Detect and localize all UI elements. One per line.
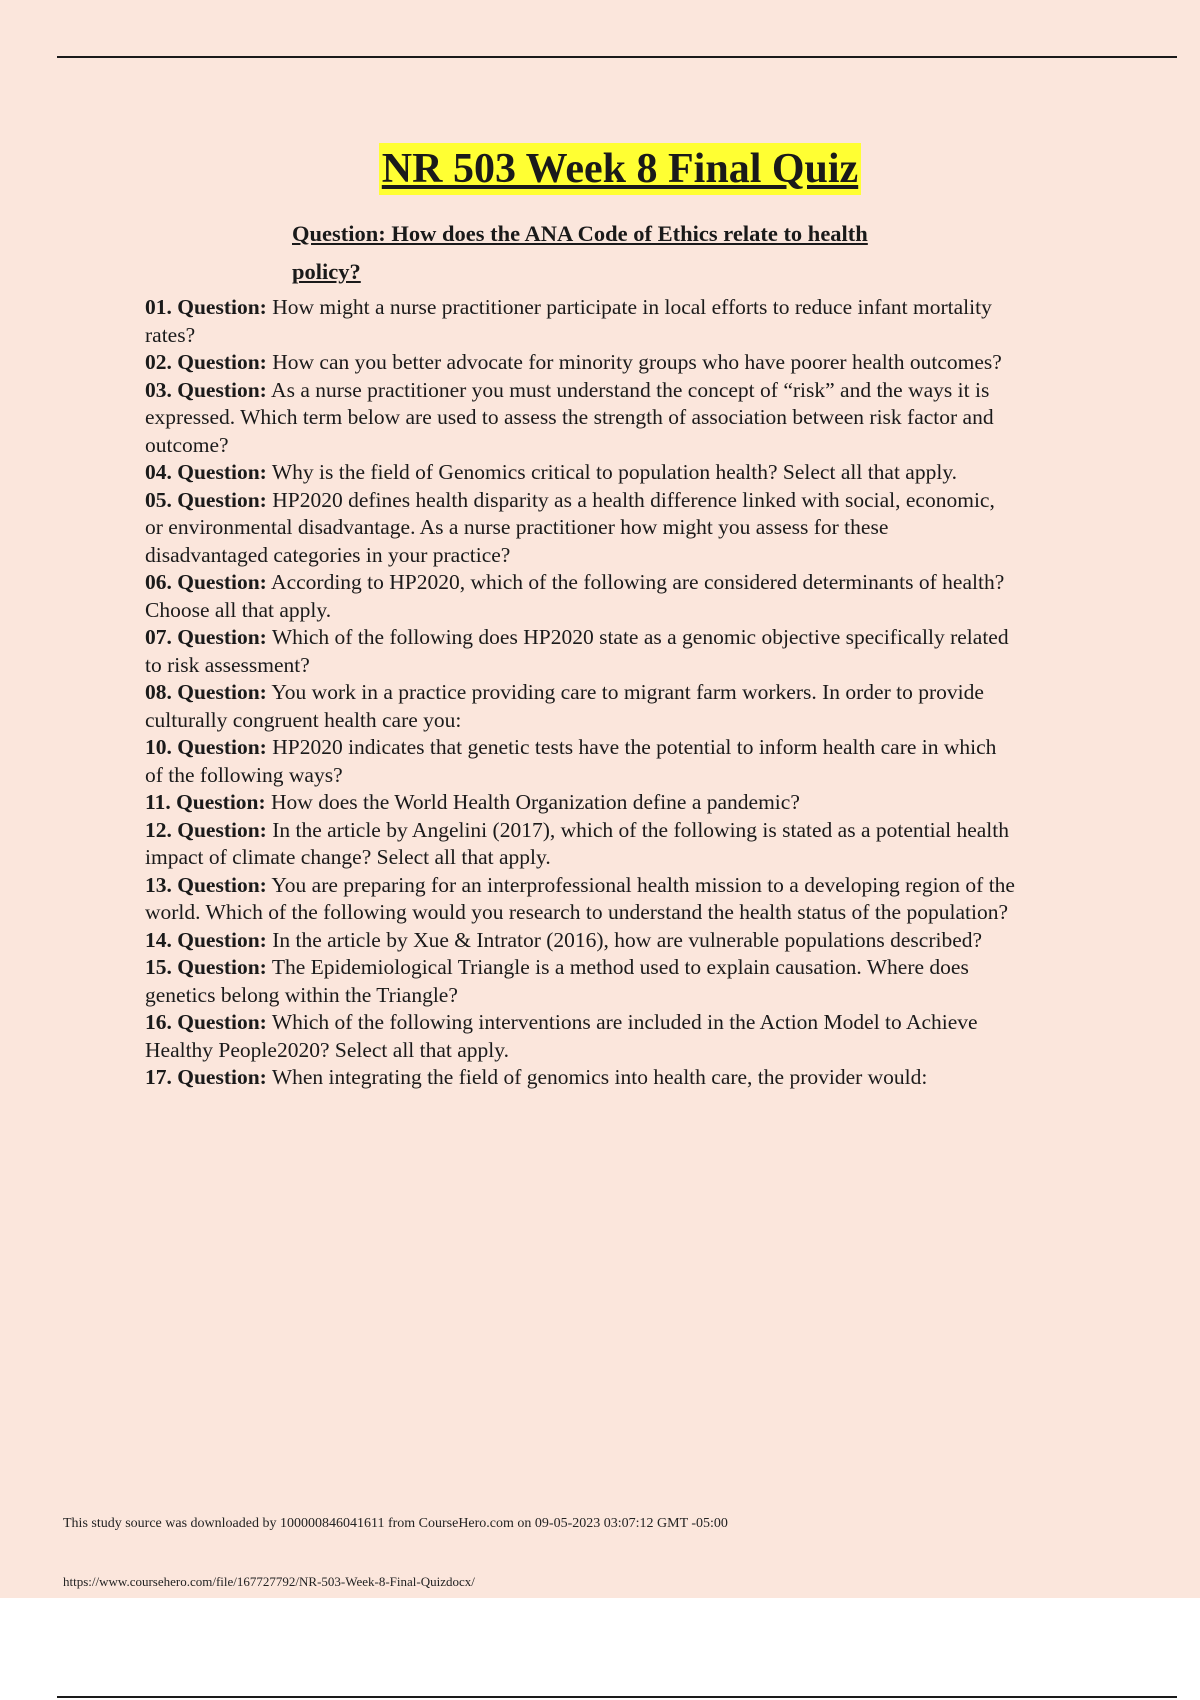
question-item <box>145 679 1015 734</box>
question-label: 04. Question: <box>145 460 267 484</box>
question-item <box>145 487 1015 570</box>
question-text: HP2020 defines health disparity as a health difference linked with social, economic, or environmental disadvantage. As a nurse practitioner how might you assess for these disadvantaged categories in your practice? <box>145 487 995 567</box>
question-label: 01. Question: <box>145 295 267 319</box>
question-text: When integrating the field of genomics into health care, the provider would: <box>271 1065 928 1089</box>
question-text: How might a nurse practitioner participate in local efforts to reduce infant mortality rates? <box>145 295 992 347</box>
question-item <box>145 459 1015 487</box>
question-text: You are preparing for an interprofessional health mission to a developing region of the world. Which of the following would you research to understand the health status of the population? <box>145 872 1015 924</box>
question-item <box>145 927 1015 955</box>
question-item <box>145 1009 1015 1064</box>
question-item <box>145 569 1015 624</box>
question-label: 11. Question: <box>145 790 266 814</box>
bottom-rule <box>57 1696 1177 1698</box>
question-text: According to HP2020, which of the following are considered determinants of health? Choose all that apply. <box>145 570 1005 622</box>
question-label: 13. Question: <box>145 872 267 897</box>
question-item <box>145 349 1015 377</box>
question-label: 15. Question: <box>145 955 267 979</box>
question-item <box>145 817 1015 872</box>
question-text: Which of the following interventions are included in the Action Model to Achieve Healthy People2020? Select all that apply. <box>145 1010 978 1062</box>
question-label: 07. Question: <box>145 625 267 649</box>
question-item <box>145 734 1015 789</box>
top-rule <box>57 56 1177 58</box>
question-text: The Epidemiological Triangle is a method used to explain causation. Where does genetics belong within the Triangle? <box>145 955 969 1007</box>
question-label: 12. Question: <box>145 817 267 842</box>
question-item <box>145 872 1015 927</box>
question-text: In the article by Angelini (2017), which of the following is stated as a potential health impact of climate change? Select all that apply. <box>145 817 1010 869</box>
question-label: 06. Question: <box>145 570 267 594</box>
question-item <box>145 624 1015 679</box>
question-label: 17. Question: <box>145 1065 267 1089</box>
question-label: 14. Question: <box>145 927 267 952</box>
question-label: 03. Question: <box>145 377 267 402</box>
question-text: How can you better advocate for minority groups who have poorer health outcomes? <box>272 350 1002 374</box>
download-notice: This study source was downloaded by 100000846041611 from CourseHero.com on 09-05-2023 03:07:12 GMT -05:00 <box>63 1516 728 1531</box>
question-label: 05. Question: <box>145 487 267 512</box>
question-text: You work in a practice providing care to migrant farm workers. In order to provide culturally congruent health care you: <box>145 680 984 732</box>
question-text: In the article by Xue & Intrator (2016), how are vulnerable populations described? <box>272 927 983 952</box>
question-item <box>145 294 1015 349</box>
question-label: 16. Question: <box>145 1010 267 1034</box>
question-list <box>145 294 1015 1092</box>
question-item <box>145 789 1015 817</box>
question-text: Which of the following does HP2020 state as a genomic objective specifically related to risk assessment? <box>145 625 1009 677</box>
question-item <box>145 377 1015 460</box>
question-text: Why is the field of Genomics critical to population health? Select all that apply. <box>271 460 958 484</box>
source-url-link[interactable]: https://www.coursehero.com/file/167727792/NR-503-Week-8-Final-Quizdocx/ <box>63 1574 475 1589</box>
question-label: 08. Question: <box>145 680 267 704</box>
question-text: HP2020 indicates that genetic tests have the potential to inform health care in which of the following ways? <box>145 735 997 787</box>
title-container <box>0 143 1200 195</box>
question-item <box>145 1064 1015 1092</box>
question-text: How does the World Health Organization define a pandemic? <box>271 790 800 814</box>
question-label: 02. Question: <box>145 350 267 374</box>
question-text: As a nurse practitioner you must understand the concept of “risk” and the ways it is expressed. Which term below are used to assess the strength of association between risk factor and outcome? <box>145 377 994 457</box>
question-label: 10. Question: <box>145 735 267 759</box>
page-title: NR 503 Week 8 Final Quiz <box>379 143 861 195</box>
subtitle-question: Question: How does the ANA Code of Ethics relate to health policy? <box>292 221 868 284</box>
question-item <box>145 954 1015 1009</box>
